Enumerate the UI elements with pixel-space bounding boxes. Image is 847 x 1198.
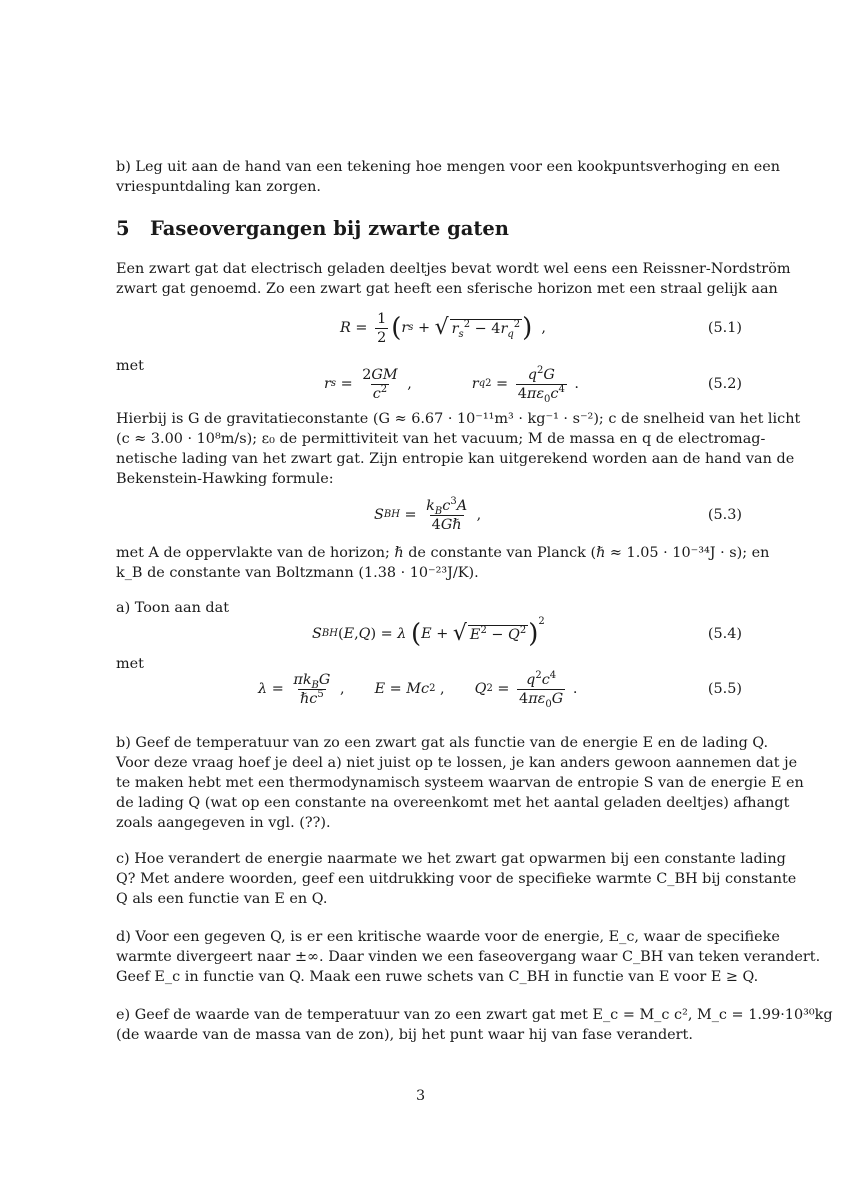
previous-question-b xyxy=(116,157,781,197)
text-line: c) Hoe verandert de energie naarmate we het zwart gat opwarmen bij een constante lading xyxy=(116,851,786,867)
text-line: zoals aangegeven in vgl. (??). xyxy=(116,815,331,831)
equation-body: r s = $\frac{2GM}{c^2}$ , r q 2 = $\frac{q^2G}{4\pi\varepsilon_0c^4}$ . xyxy=(324,364,580,405)
text-line: met A de oppervlakte van de horizon; ℏ de constante van Planck (ℏ ≈ 1.05 · 10⁻³⁴J · s); en xyxy=(116,545,770,561)
text-line: Een zwart gat dat electrisch geladen deeltjes bevat wordt wel eens een Reissner-Nordström xyxy=(116,261,791,277)
equation-number: (5.1) xyxy=(707,320,742,336)
equation-body: R = $\frac{1}{2}$ ( r s + √ $r_s^2 - 4r_q^2$ ) , xyxy=(340,310,546,346)
text-line: b) Leg uit aan de hand van een tekening hoe mengen voor een kookpuntsverhoging en een xyxy=(116,159,781,175)
question-d xyxy=(116,927,821,987)
text-line: b) Geef de temperatuur van zo een zwart gat als functie van de energie E en de lading Q. xyxy=(116,735,769,751)
section-heading xyxy=(116,219,509,239)
question-b xyxy=(116,733,804,833)
text-line: Hierbij is G de gravitatieconstante (G ≈ 6.67 · 10⁻¹¹m³ · kg⁻¹ · s⁻²); c de snelheid van het licht xyxy=(116,411,801,427)
section-number: 5 xyxy=(116,217,130,240)
text-line: Bekenstein-Hawking formule: xyxy=(116,471,334,487)
text-line: de lading Q (wat op een constante na overeenkomt met het aantal geladen deeltjes) afhangt xyxy=(116,795,790,811)
equation-body: S BH ( E , Q ) = λ ( E + √ $E^2 - Q^2$ ) $^2$ xyxy=(312,616,545,649)
equation-5-3 xyxy=(116,493,744,537)
equation-number: (5.3) xyxy=(707,507,742,523)
equation-number: (5.5) xyxy=(707,681,742,697)
question-c xyxy=(116,849,797,909)
text-line: warmte divergeert naar ±∞. Daar vinden we een faseovergang waar C_BH van teken verandert. xyxy=(116,949,821,965)
equation-number: (5.2) xyxy=(707,376,742,392)
text-line: Q? Met andere woorden, geef een uitdrukking voor de specifieke warmte C_BH bij constante xyxy=(116,871,797,887)
text-line: (de waarde van de massa van de zon), bij het punt waar hij van fase verandert. xyxy=(116,1027,693,1043)
equation-5-5 xyxy=(116,667,744,711)
text-line: e) Geef de waarde van de temperatuur van zo een zwart gat met E_c = M_c c², M_c = 1.99·10³⁰kg xyxy=(116,1007,833,1023)
text-line: Q als een functie van E en Q. xyxy=(116,891,328,907)
section-title: Faseovergangen bij zwarte gaten xyxy=(150,217,509,240)
text-line: (c ≈ 3.00 · 10⁸m/s); ε₀ de permittiviteit van het vacuum; M de massa en q de electromag- xyxy=(116,431,766,447)
text-line: te maken hebt met een thermodynamisch systeem waarvan de entropie S van de energie E en xyxy=(116,775,804,791)
page-number: 3 xyxy=(416,1088,426,1104)
label-met: met xyxy=(116,358,144,374)
constants-paragraph xyxy=(116,409,801,489)
label-met: met xyxy=(116,656,144,672)
text-line: vriespuntdaling kan zorgen. xyxy=(116,179,321,195)
equation-body: λ = $\frac{\pi k_BG}{\hbar c^5}$ , E = Mc 2 , Q 2 = $\frac{q^2c^4}{4\pi\varepsilon_0G}$ . xyxy=(258,669,578,710)
text-line: zwart gat genoemd. Zo een zwart gat heeft een sferische horizon met een straal gelijk aan xyxy=(116,281,778,297)
equation-5-2 xyxy=(116,362,744,406)
equation-5-1 xyxy=(116,306,744,350)
text-line: netische lading van het zwart gat. Zijn entropie kan uitgerekend worden aan de hand van de xyxy=(116,451,795,467)
equation-body: S BH = $\frac{k_Bc^3A}{\text{4Gℏ}}$ , xyxy=(374,495,482,533)
intro-paragraph xyxy=(116,259,791,299)
text-line: d) Voor een gegeven Q, is er een kritische waarde voor de energie, E_c, waar de specifieke xyxy=(116,929,780,945)
text-line: k_B de constante van Boltzmann (1.38 · 10⁻²³J/K). xyxy=(116,565,479,581)
equation-5-4 xyxy=(116,612,744,656)
question-a: a) Toon aan dat xyxy=(116,600,229,616)
text-line: Voor deze vraag hoef je deel a) niet juist op te lossen, je kan anders gewoon aannemen dat je xyxy=(116,755,798,771)
question-e xyxy=(116,1005,833,1045)
planck-boltzmann-paragraph xyxy=(116,543,770,583)
equation-number: (5.4) xyxy=(707,626,742,642)
text-line: Geef E_c in functie van Q. Maak een ruwe schets van C_BH in functie van E voor E ≥ Q. xyxy=(116,969,759,985)
